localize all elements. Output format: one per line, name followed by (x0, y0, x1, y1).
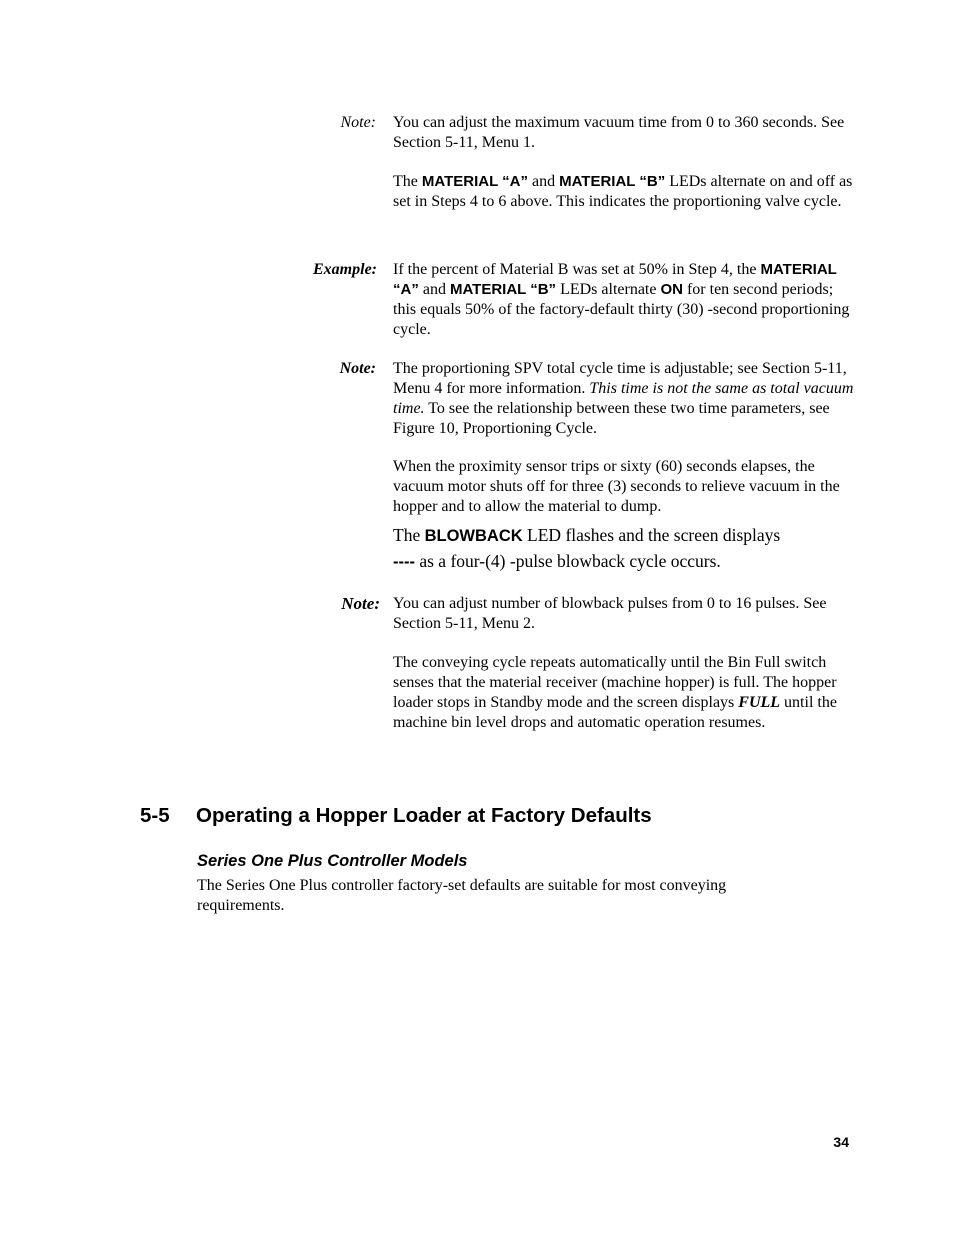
text-run: LEDs alternate on and off as set in Steps 4 to 6 above. This indicates the proportioning valve cycle. (393, 173, 853, 210)
material-b-term: MATERIAL “B” (559, 173, 666, 190)
material-leds-paragraph (393, 172, 855, 212)
subsection-heading: Series One Plus Controller Models (197, 852, 468, 870)
text-run: The proportioning SPV total cycle time is adjustable; see Section 5-11, Menu 4 for more information. (393, 360, 847, 397)
section-title: Operating a Hopper Loader at Factory Defaults (196, 804, 652, 827)
text-run: and (418, 281, 450, 298)
text-run: If the percent of Material B was set at 50% in Step 4, the (393, 261, 761, 278)
note-1-text: You can adjust the maximum vacuum time from 0 to 360 seconds. See Section 5-11, Menu 1. (393, 114, 845, 151)
section-body: The Series One Plus controller factory-set defaults are suitable for most conveying requirements. (197, 877, 727, 914)
material-b-term: MATERIAL “B” (449, 281, 557, 298)
text-run: as a four-(4) -pulse blowback cycle occurs. (414, 551, 721, 571)
on-term: ON (660, 281, 683, 298)
note-3-text: You can adjust number of blowback pulses from 0 to 16 pulses. See Section 5-11, Menu 2. (393, 595, 827, 632)
text-run: The (393, 525, 425, 545)
page-number: 34 (833, 1134, 849, 1150)
example-text (393, 260, 855, 340)
note-3-label: Note: (341, 594, 380, 613)
section-number: 5-5 (140, 804, 170, 827)
note-1-label: Note: (340, 114, 376, 131)
text-run: To see the relationship between these two time parameters, see Figure 10, Proportioning Cycle. (393, 400, 830, 437)
text-run: LEDs alternate (556, 281, 661, 298)
text-run: and (527, 173, 560, 190)
material-a-term: MATERIAL “A” (421, 173, 528, 190)
italic-emphasis: This time is not the same as total vacuum time. (393, 380, 854, 417)
proximity-paragraph: When the proximity sensor trips or sixty (60) seconds elapses, the vacuum motor shuts off for three (3) seconds to relieve vacuum in the hopper and to allow the material to dump. (393, 458, 840, 515)
text-run: The (393, 173, 422, 190)
blowback-paragraph (393, 523, 855, 575)
text-run: LED flashes and the screen displays (522, 525, 781, 545)
dashes-display: ---- (393, 553, 415, 571)
text-run: The conveying cycle repeats automatically until the Bin Full switch senses that the material receiver (machine hopper) is full. The hopper loader stops in Standby mode and the screen displays (393, 654, 837, 711)
conveying-paragraph (393, 653, 855, 733)
material-a-term: MATERIAL “A” (393, 261, 837, 298)
note-2-label: Note: (339, 360, 376, 377)
blowback-term: BLOWBACK (424, 527, 523, 545)
text-run: until the machine bin level drops and automatic operation resumes. (393, 694, 837, 731)
text-run: for ten second periods; this equals 50% of the factory-default thirty (30) -second proportioning cycle. (393, 281, 850, 338)
note-2-text (393, 359, 855, 439)
section-heading (140, 802, 652, 830)
full-term: FULL (738, 694, 781, 711)
example-label: Example: (313, 261, 377, 278)
